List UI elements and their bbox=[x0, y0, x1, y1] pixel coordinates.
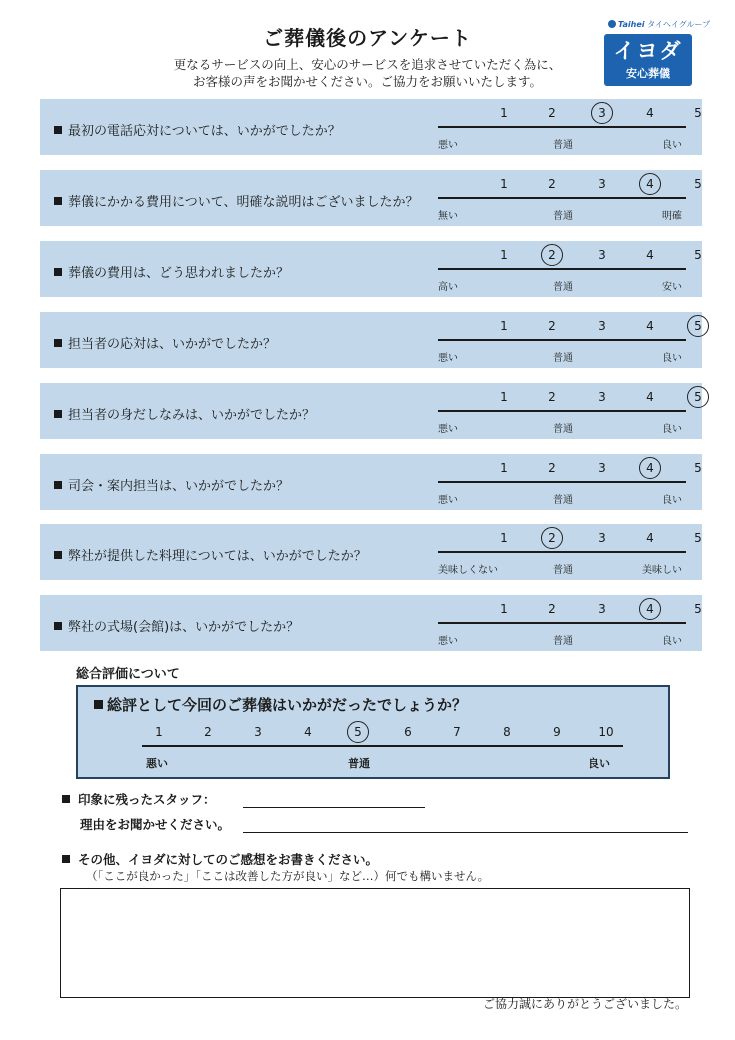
rating-option[interactable]: 1 bbox=[500, 390, 508, 404]
overall-label-mid: 普通 bbox=[348, 757, 370, 770]
rating-option[interactable]: 2 bbox=[548, 177, 556, 191]
question-label: 最初の電話応対については、いかがでしたか？ bbox=[68, 124, 341, 139]
rating-scale bbox=[438, 530, 702, 546]
rating-option[interactable]: 5 bbox=[694, 106, 702, 120]
rating-option[interactable]: 1 bbox=[500, 531, 508, 545]
rating-label-low: 高い bbox=[438, 282, 458, 293]
overall-scale-numbers bbox=[78, 724, 668, 740]
staff-label-text: 印象に残ったスタッフ： bbox=[78, 792, 216, 807]
selected-rating-circle bbox=[541, 244, 563, 266]
bullet-square-icon bbox=[54, 339, 62, 347]
rating-option[interactable]: 1 bbox=[500, 106, 508, 120]
rating-scale-line bbox=[438, 268, 686, 270]
rating-option[interactable]: 4 bbox=[646, 461, 654, 475]
bullet-square-icon bbox=[62, 855, 70, 863]
rating-label-low: 美味しくない bbox=[438, 565, 498, 576]
bullet-square-icon bbox=[94, 700, 103, 709]
selected-rating-circle bbox=[541, 527, 563, 549]
rating-scale-line bbox=[438, 551, 686, 553]
rating-label-high: 良い bbox=[662, 636, 682, 647]
rating-label-low: 悪い bbox=[438, 353, 458, 364]
selected-rating-circle bbox=[687, 315, 709, 337]
overall-label-high: 良い bbox=[588, 757, 610, 770]
rating-option[interactable]: 4 bbox=[646, 390, 654, 404]
rating-label-mid: 普通 bbox=[553, 140, 573, 151]
intro-line-2: お客様の声をお聞かせください。ご協力をお願いいたします。 bbox=[192, 74, 542, 89]
bullet-square-icon bbox=[54, 197, 62, 205]
rating-option[interactable]: 3 bbox=[598, 531, 606, 545]
rating-option[interactable]: 1 bbox=[500, 177, 508, 191]
rating-option[interactable]: 3 bbox=[598, 319, 606, 333]
group-mark-icon bbox=[608, 20, 616, 28]
overall-label-low: 悪い bbox=[146, 757, 168, 770]
question-text bbox=[54, 120, 341, 139]
question-row bbox=[40, 170, 702, 226]
rating-option[interactable]: 5 bbox=[694, 390, 702, 404]
question-row bbox=[40, 99, 702, 155]
selected-rating-circle bbox=[591, 102, 613, 124]
rating-label-high: 明確 bbox=[662, 211, 682, 222]
rating-scale bbox=[438, 105, 702, 121]
question-text bbox=[54, 191, 418, 210]
rating-option[interactable]: 3 bbox=[598, 602, 606, 616]
rating-option[interactable]: 2 bbox=[548, 602, 556, 616]
bullet-square-icon bbox=[54, 268, 62, 276]
rating-label-high: 良い bbox=[662, 495, 682, 506]
bullet-square-icon bbox=[54, 481, 62, 489]
rating-option[interactable]: 1 bbox=[500, 248, 508, 262]
selected-rating-circle bbox=[687, 386, 709, 408]
question-text bbox=[54, 475, 289, 494]
rating-label-high: 美味しい bbox=[642, 565, 682, 576]
rating-scale bbox=[438, 389, 702, 405]
overall-rating-option[interactable]: 10 bbox=[598, 725, 614, 739]
rating-label-mid: 普通 bbox=[553, 211, 573, 222]
bullet-square-icon bbox=[62, 795, 70, 803]
group-name: タイヘイグループ bbox=[647, 20, 711, 29]
question-label: 葬儀の費用は、どう思われましたか？ bbox=[68, 266, 290, 281]
thanks-text: ご協力誠にありがとうございました。 bbox=[482, 997, 687, 1011]
question-label: 弊社の式場(会館)は、いかがでしたか？ bbox=[68, 620, 300, 635]
overall-section-title: 総合評価について bbox=[76, 667, 180, 682]
rating-option[interactable]: 1 bbox=[500, 319, 508, 333]
question-row bbox=[40, 595, 702, 651]
rating-option[interactable]: 3 bbox=[598, 177, 606, 191]
rating-option[interactable]: 5 bbox=[694, 461, 702, 475]
selected-overall-circle bbox=[347, 721, 369, 743]
comments-note: （「ここが良かった」「ここは改善した方が良い」など…）何でも構いません。 bbox=[86, 869, 490, 883]
rating-scale-line bbox=[438, 126, 686, 128]
question-row bbox=[40, 312, 702, 368]
rating-option[interactable]: 5 bbox=[694, 319, 702, 333]
rating-label-low: 悪い bbox=[438, 495, 458, 506]
rating-option[interactable]: 4 bbox=[646, 248, 654, 262]
rating-label-high: 安い bbox=[662, 282, 682, 293]
rating-label-mid: 普通 bbox=[553, 565, 573, 576]
rating-option[interactable]: 2 bbox=[548, 531, 556, 545]
rating-label-high: 良い bbox=[662, 424, 682, 435]
question-row bbox=[40, 241, 702, 297]
rating-label-low: 悪い bbox=[438, 140, 458, 151]
question-text bbox=[54, 616, 299, 635]
staff-input-line[interactable] bbox=[243, 807, 425, 808]
question-text bbox=[54, 333, 276, 352]
comments-label-text: その他、イヨダに対してのご感想をお書きください。 bbox=[78, 852, 379, 867]
question-label: 弊社が提供した料理については、いかがでしたか？ bbox=[68, 549, 367, 564]
rating-option[interactable]: 3 bbox=[598, 106, 606, 120]
overall-rating-option[interactable]: 1 bbox=[155, 725, 163, 739]
rating-option[interactable]: 3 bbox=[598, 461, 606, 475]
overall-rating-option[interactable]: 5 bbox=[354, 725, 362, 739]
rating-scale bbox=[438, 601, 702, 617]
rating-label-mid: 普通 bbox=[553, 636, 573, 647]
rating-option[interactable]: 4 bbox=[646, 177, 654, 191]
rating-option[interactable]: 1 bbox=[500, 461, 508, 475]
rating-label-high: 良い bbox=[662, 140, 682, 151]
overall-rating-option[interactable]: 8 bbox=[503, 725, 511, 739]
page-title: ご葬儀後のアンケート bbox=[263, 26, 472, 50]
bullet-square-icon bbox=[54, 551, 62, 559]
bullet-square-icon bbox=[54, 410, 62, 418]
bullet-square-icon bbox=[54, 126, 62, 134]
rating-option[interactable]: 4 bbox=[646, 319, 654, 333]
group-brand: Taihei bbox=[618, 20, 645, 29]
rating-option[interactable]: 4 bbox=[646, 531, 654, 545]
rating-option[interactable]: 2 bbox=[548, 106, 556, 120]
company-logo bbox=[604, 18, 711, 88]
rating-label-mid: 普通 bbox=[553, 495, 573, 506]
rating-option[interactable]: 4 bbox=[646, 106, 654, 120]
rating-option[interactable]: 5 bbox=[694, 177, 702, 191]
question-row bbox=[40, 454, 702, 510]
bullet-square-icon bbox=[54, 622, 62, 630]
reason-field-label: 理由をお聞かせください。 bbox=[80, 817, 231, 832]
rating-option[interactable]: 2 bbox=[548, 461, 556, 475]
selected-rating-circle bbox=[639, 173, 661, 195]
question-text bbox=[54, 404, 315, 423]
rating-label-low: 悪い bbox=[438, 424, 458, 435]
question-label: 担当者の応対は、いかがでしたか？ bbox=[68, 337, 277, 352]
intro-text bbox=[140, 56, 595, 90]
overall-rating-option[interactable]: 2 bbox=[204, 725, 212, 739]
overall-question-text: 総評として今回のご葬儀はいかがだったでしょうか？ bbox=[107, 696, 468, 714]
rating-label-high: 良い bbox=[662, 353, 682, 364]
rating-option[interactable]: 1 bbox=[500, 602, 508, 616]
question-text bbox=[54, 262, 289, 281]
rating-scale-line bbox=[438, 339, 686, 341]
question-label: 担当者の身だしなみは、いかがでしたか？ bbox=[68, 408, 316, 423]
staff-field-label bbox=[62, 790, 216, 808]
intro-line-1: 更なるサービスの向上、安心のサービスを追求させていただく為に、 bbox=[173, 57, 562, 72]
rating-option[interactable]: 2 bbox=[548, 319, 556, 333]
rating-label-low: 悪い bbox=[438, 636, 458, 647]
rating-scale-line bbox=[438, 197, 686, 199]
overall-rating-option[interactable]: 4 bbox=[304, 725, 312, 739]
overall-scale-line bbox=[142, 745, 623, 747]
rating-option[interactable]: 5 bbox=[694, 531, 702, 545]
group-label bbox=[604, 18, 711, 32]
overall-rating-option[interactable]: 3 bbox=[254, 725, 262, 739]
rating-option[interactable]: 5 bbox=[694, 248, 702, 262]
overall-question bbox=[94, 694, 467, 715]
rating-scale bbox=[438, 460, 702, 476]
rating-label-mid: 普通 bbox=[553, 282, 573, 293]
rating-option[interactable]: 2 bbox=[548, 248, 556, 262]
rating-scale-line bbox=[438, 481, 686, 483]
rating-scale-line bbox=[438, 410, 686, 412]
rating-option[interactable]: 3 bbox=[598, 390, 606, 404]
logo-box bbox=[604, 34, 692, 86]
overall-rating-option[interactable]: 9 bbox=[553, 725, 561, 739]
rating-scale bbox=[438, 176, 702, 192]
rating-label-mid: 普通 bbox=[553, 424, 573, 435]
logo-main-text: イヨダ bbox=[613, 39, 683, 63]
question-row bbox=[40, 383, 702, 439]
question-text bbox=[54, 545, 367, 564]
overall-rating-box bbox=[76, 685, 670, 779]
rating-option[interactable]: 3 bbox=[598, 248, 606, 262]
comments-box[interactable] bbox=[60, 888, 690, 998]
logo-sub-text: 安心葬儀 bbox=[626, 67, 670, 80]
rating-label-low: 無い bbox=[438, 211, 458, 222]
question-label: 葬儀にかかる費用について、明確な説明はございましたか？ bbox=[68, 195, 419, 210]
comments-label bbox=[62, 850, 378, 868]
reason-input-line[interactable] bbox=[243, 832, 688, 833]
overall-rating-option[interactable]: 6 bbox=[404, 725, 412, 739]
rating-scale bbox=[438, 247, 702, 263]
selected-rating-circle bbox=[639, 598, 661, 620]
rating-option[interactable]: 2 bbox=[548, 390, 556, 404]
rating-scale bbox=[438, 318, 702, 334]
rating-option[interactable]: 4 bbox=[646, 602, 654, 616]
overall-rating-option[interactable]: 7 bbox=[453, 725, 461, 739]
rating-label-mid: 普通 bbox=[553, 353, 573, 364]
rating-option[interactable]: 5 bbox=[694, 602, 702, 616]
question-label: 司会・案内担当は、いかがでしたか？ bbox=[68, 479, 290, 494]
question-row bbox=[40, 524, 702, 580]
selected-rating-circle bbox=[639, 457, 661, 479]
rating-scale-line bbox=[438, 622, 686, 624]
